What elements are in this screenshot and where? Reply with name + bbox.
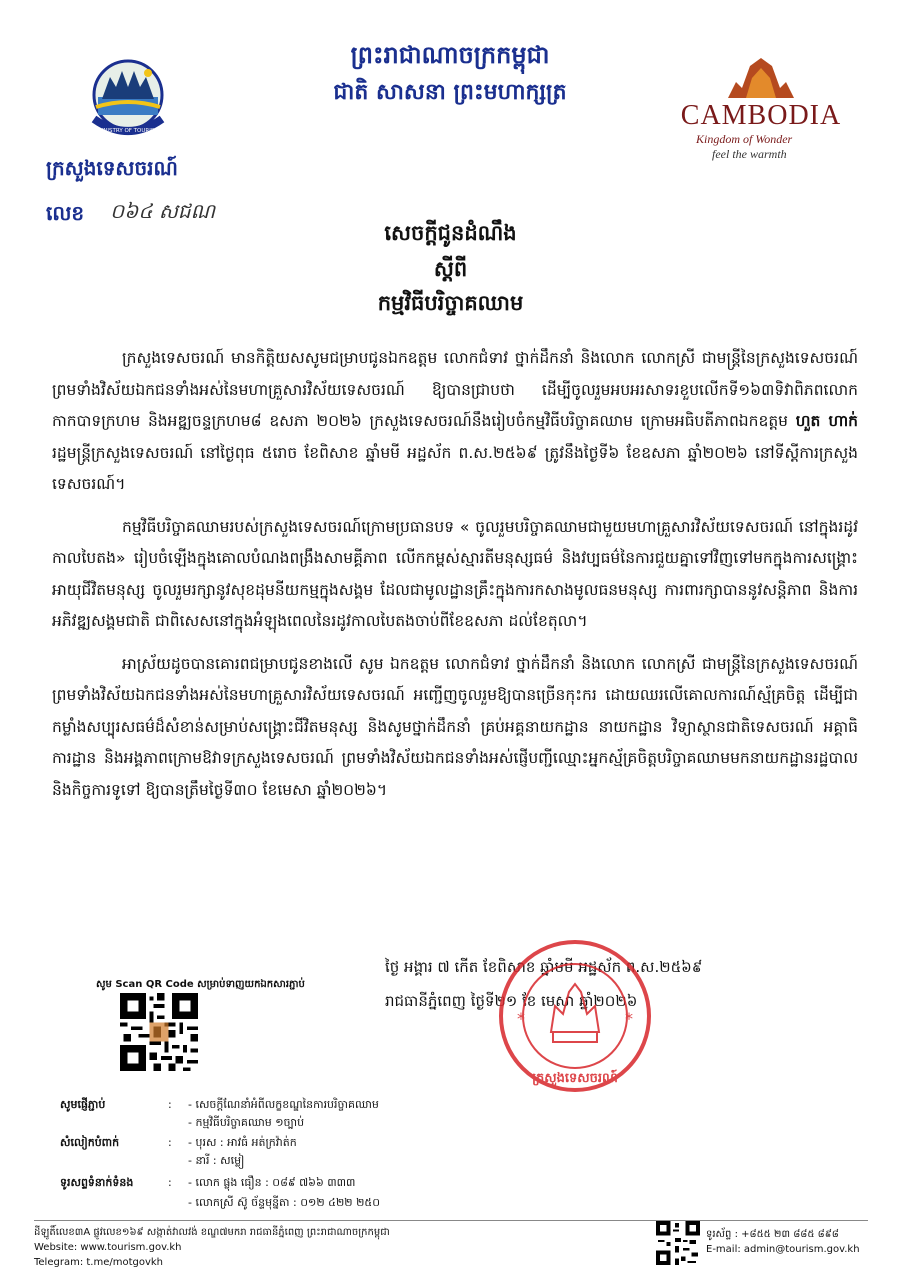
footer-address: ដីឡូតិ៍លេខ៣A ផ្លូវលេខ១៦៩ សង្កាត់វាលវង់ ខណ្ឌ៧មករា រាជធានីភ្នំពេញ ព្រះរាជាណាចក្រកម្ពុជា: [34, 1227, 390, 1238]
footer-email[interactable]: E-mail: admin@tourism.gov.kh: [706, 1244, 860, 1255]
solar-date: រាជធានីភ្នំពេញ ថ្ងៃទី២១ ខែ មេសា ឆ្នាំ២០២៦: [385, 992, 638, 1010]
dress-code-item: - នារី : សម្លៀ: [188, 1154, 245, 1167]
notice-topic: កម្មវិធីបរិច្ចាគឈាម: [377, 291, 524, 315]
dress-code-item: - បុរស : អាវធំ អត់ក្រវ៉ាត់ក: [188, 1136, 297, 1149]
ministry-name: ក្រសួងទេសចរណ៍: [46, 156, 178, 180]
attachment-item: - កម្មវិធីបរិច្ចាគឈាម ១ច្បាប់: [188, 1116, 305, 1129]
attachments-label: សូមផ្ញើភ្ជាប់: [60, 1098, 106, 1111]
body-paragraph-2: កម្មវិធីបរិច្ចាគឈាមរបស់ក្រសួងទេសចរណ៍ក្រោមប្រធានបទ « ចូលរួមបរិច្ចាគឈាមជាមួយមហាគ្រួសារវិស័យទេសចរណ៍ នៅក្នុងរដូវកាលបៃតង» រៀបចំឡើងក្នុងគោលបំណងពង្រឹងសាមគ្គីភាព លើកកម្ពស់ស្មារតីមនុស្សធម៌ និងវប្បធម៌នៃការជួយគ្នាទៅវិញទៅមកក្នុងការសង្គ្រោះអាយុជីវិតមនុស្ស ចូលរួមរក្សានូវសុខដុមនីយកម្មក្នុងសង្គម ដែលជាមូលដ្ឋានគ្រឹះក្នុងការកសាងមូលធនមនុស្ស ការពារក្សាបាននូវសន្តិភាព និងការអភិវឌ្ឍសង្គមជាតិ ជាពិសេសនៅក្នុងអំឡុងពេលនៃរដូវកាលបៃតងចាប់ពីខែឧសភា ដល់ខែតុលា។: [52, 517, 858, 630]
ministry-logo: [88, 57, 168, 141]
lunar-date: ថ្ងៃ អង្គារ ៧ កើត ខែពិសាខ ឆ្នាំមមី អដ្ឋស័ក ព.ស.២៥៦៩: [385, 958, 703, 976]
contact-label: ទូរសព្ទទំនាក់ទំនង: [60, 1176, 134, 1189]
contact-item: - លោកស្រី ស៊ូ ច័ន្ទមុន្នីតា : ០១២ ៤២២ ២៥០: [188, 1196, 380, 1209]
kingdom-motto-line-2: ជាតិ សាសនា ព្រះមហាក្សត្រ: [333, 80, 567, 105]
ministry-logo-text: MINISTRY OF TOURISM: [96, 128, 160, 134]
brand-tagline-kingdom: Kingdom of Wonder: [696, 132, 793, 146]
qr-instruction: សូម Scan QR Code សម្រាប់ទាញយកឯកសារភ្ជាប់: [96, 979, 305, 990]
official-stamp: [495, 936, 655, 1096]
kingdom-motto-line-1: ព្រះរាជាណាចក្រកម្ពុជា: [350, 41, 550, 69]
notice-body: [52, 343, 858, 817]
footer-telegram[interactable]: Telegram: t.me/motgovkh: [34, 1257, 164, 1268]
svg-text:*: *: [625, 1009, 633, 1028]
attachments-colon: :: [168, 1098, 172, 1111]
body-paragraph-3: អាស្រ័យដូចបានគោរពជម្រាបជូនខាងលើ សូម ឯកឧត្តម លោកជំទាវ ថ្នាក់ដឹកនាំ និងលោក លោកស្រី ជាមន្ត្រីនៃក្រសួងទេសចរណ៍ ព្រមទាំងវិស័យឯកជនទាំងអស់នៃមហាគ្រួសារវិស័យទេសចរណ៍ អញ្ជើញចូលរួមឱ្យបានច្រើនកុះករ ដោយឈរលើគោលការណ៍ស្ម័គ្រចិត្ត ដើម្បីជាកម្លាំងសប្បុរសធម៌ដ៏សំខាន់សម្រាប់សង្គ្រោះជីវិតមនុស្ស និងសូមថ្នាក់ដឹកនាំ គ្រប់អគ្គនាយកដ្ឋាន នាយកដ្ឋាន វិទ្យាស្ថានជាតិទេសចរណ៍ អគ្គាធិការដ្ឋាន និងអង្គភាពក្រោមឱវាទក្រសួងទេសចរណ៍ ព្រមទាំងវិស័យឯកជនទាំងអស់ផ្ញើបញ្ជីឈ្មោះអ្នកស្ម័គ្រចិត្តបរិច្ចាគឈាមមកនាយកដ្ឋានរដ្ឋបាលនិងកិច្ចការទូទៅ ឱ្យបានត្រឹមថ្ងៃទី៣០ ខែមេសា ឆ្នាំ២០២៦។: [52, 654, 858, 799]
dress-code-colon: :: [168, 1136, 172, 1149]
letter-number-label: លេខ: [46, 201, 85, 225]
minister-name: ហួត ហាក់: [795, 412, 858, 430]
contact-colon: :: [168, 1176, 172, 1189]
letter-number-value: ០៦៤ សជណ: [110, 199, 215, 223]
cambodia-wordmark: CAMBODIA: [680, 100, 842, 131]
attachment-item: - សេចក្ដីណែនាំអំពីលក្ខខណ្ឌនៃការបរិច្ចាគឈាម: [188, 1098, 379, 1111]
stamp-text: ក្រសួងទេសចរណ៍: [532, 1071, 618, 1086]
notice-title: សេចក្ដីជូនដំណឹង: [384, 221, 517, 245]
footer-website[interactable]: Website: www.tourism.gov.kh: [34, 1242, 182, 1253]
brand-tagline-warmth: feel the warmth: [712, 147, 787, 161]
footer-divider: [34, 1220, 868, 1221]
body-paragraph-1: ក្រសួងទេសចរណ៍ មានកិត្តិយសសូមជម្រាបជូនឯកឧត្តម លោកជំទាវ ថ្នាក់ដឹកនាំ និងលោក លោកស្រី ជាមន្ត្រីនៃក្រសួងទេសចរណ៍ ព្រមទាំងវិស័យឯកជនទាំងអស់នៃមហាគ្រួសារវិស័យទេសចរណ៍ ឱ្យបានជ្រាបថា ដើម្បីចូលរួមអបអរសាទរខួបលើកទី១៦៣ទិវាពិភពលោកកាកបាទក្រហម និងអឌ្ឍចន្ទក្រហម៨ ឧសភា ២០២៦ ក្រសួងទេសចរណ៍នឹងរៀបចំកម្មវិធីបរិច្ចាគឈាម ក្រោមអធិបតីភាពឯកឧត្តម ហួត ហាក់ រដ្ឋមន្ត្រីក្រសួងទេសចរណ៍ នៅថ្ងៃពុធ ៥រោច ខែពិសាខ ឆ្នាំមមី អដ្ឋស័ក ព.ស.២៥៦៩ ត្រូវនឹងថ្ងៃទី៦ ខែឧសភា ឆ្នាំ២០២៦ នៅទីស្ដីការក្រសួងទេសចរណ៍។: [52, 349, 858, 493]
contact-item: - លោក ផ្លុង ធឿន : ០៨៩ ៧៦៦ ៣៣៣: [188, 1176, 356, 1189]
qr-code-footer[interactable]: [656, 1221, 700, 1265]
qr-code-attachment[interactable]: [120, 993, 198, 1071]
dress-code-label: សំលៀកបំពាក់: [60, 1136, 120, 1149]
svg-text:*: *: [517, 1009, 525, 1028]
footer-phone[interactable]: ទូរស័ព្ទ : +៨៥៥ ២៣ ៨៨៥ ៨៩៨: [706, 1229, 839, 1240]
notice-subtitle: ស្ដីពី: [433, 257, 468, 281]
